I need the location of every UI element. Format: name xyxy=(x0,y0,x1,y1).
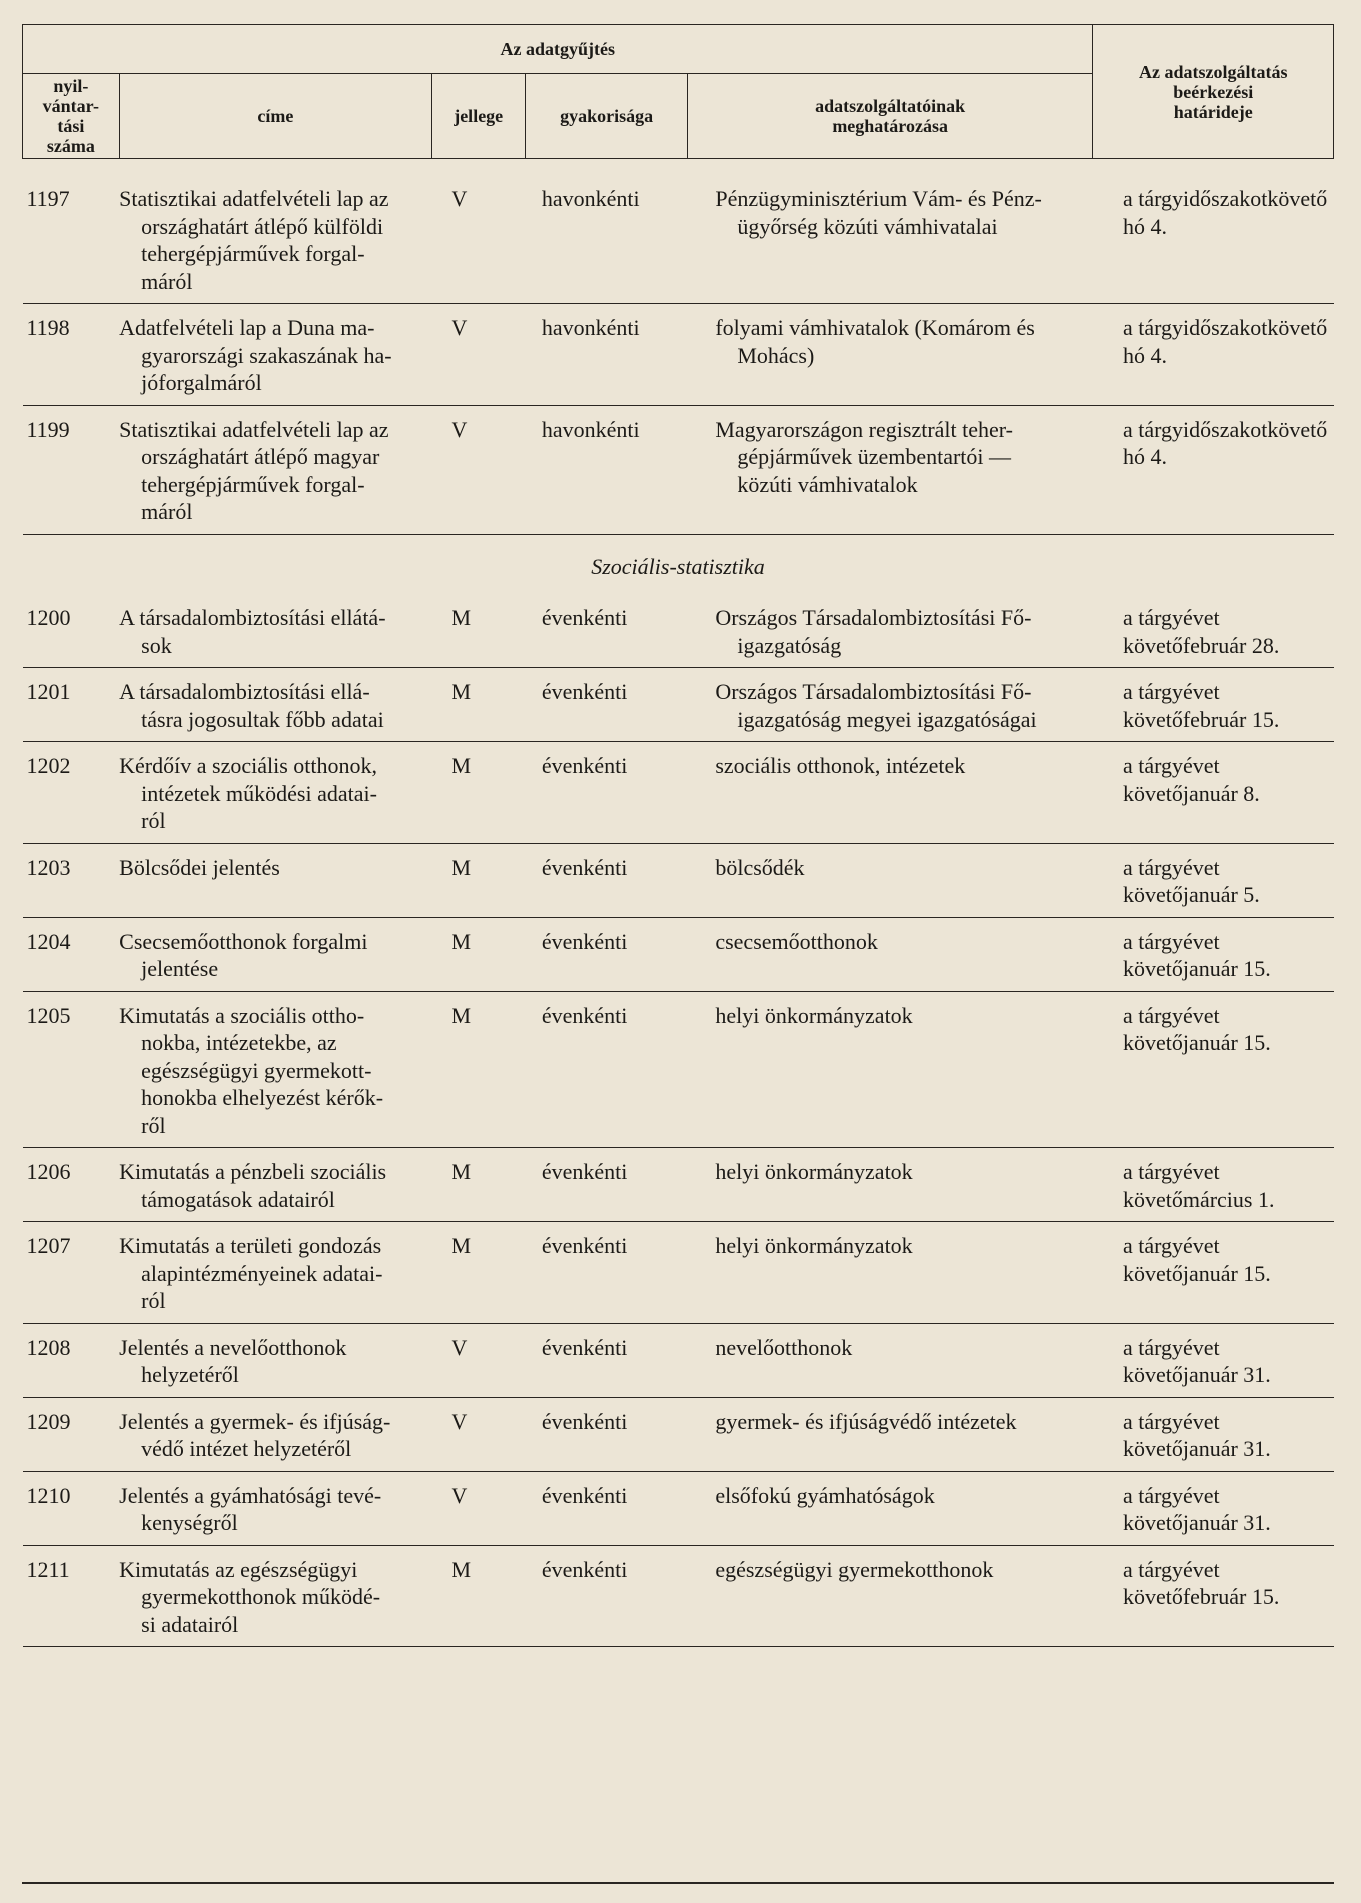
respondents xyxy=(687,991,1093,1148)
collection-title-line: Jelentés a nevelőotthonok xyxy=(119,1334,347,1360)
deadline xyxy=(1093,1471,1334,1545)
collection-title-line: máról xyxy=(141,268,193,294)
collection-title-line: jelentése xyxy=(141,956,219,981)
collection-title-line: Csecsemőotthonok forgalmi xyxy=(119,928,368,954)
collection-title-line: Statisztikai adatfelvételi lap az xyxy=(119,416,389,442)
bottom-rule xyxy=(22,1882,1334,1884)
table-row xyxy=(23,843,1334,917)
respondents xyxy=(687,742,1093,844)
collection-title-line: országhatárt átlépő magyar xyxy=(141,444,380,469)
section xyxy=(23,534,1334,594)
collection-frequency: évenkénti xyxy=(526,1397,688,1471)
collection-frequency: havonkénti xyxy=(526,304,688,406)
collection-title-line: honokba elhelyezést kérők- xyxy=(141,1085,384,1110)
col-nature-header: jellege xyxy=(432,74,526,159)
deadline xyxy=(1093,1222,1334,1324)
deadline-line: a tárgyévet követő xyxy=(1122,1334,1220,1387)
collection-title-line: gyarországi szakaszának ha- xyxy=(141,342,392,368)
collection-title-line: tehergépjárművek forgal- xyxy=(141,471,365,497)
table-header xyxy=(23,25,1334,176)
registry-number: 1205 xyxy=(23,991,120,1148)
deadline-line: január 15. xyxy=(1182,956,1271,981)
table-row xyxy=(23,1148,1334,1222)
rows-part1 xyxy=(23,175,1334,534)
deadline-line: a tárgyévet követő xyxy=(1122,1002,1220,1055)
collection-title-line: sok xyxy=(141,632,172,658)
collection-title xyxy=(119,668,431,742)
respondents-line: Pénzügyminisztérium Vám- és Pénz- xyxy=(715,186,1042,211)
respondents-line: igazgatóság megyei igazgatóságai xyxy=(737,706,1037,732)
section-title: Szociális-statisztika xyxy=(591,553,765,579)
collection-title-line: Jelentés a gyermek- és ifjúság- xyxy=(119,1408,391,1434)
registry-number: 1211 xyxy=(23,1545,120,1647)
registry-number: 1204 xyxy=(23,917,120,991)
deadline-line: a tárgyévet követő xyxy=(1122,1408,1220,1461)
respondents xyxy=(687,1222,1093,1324)
collection-nature: M xyxy=(432,991,526,1148)
collection-title-line: Kimutatás a pénzbeli szociális xyxy=(119,1159,387,1184)
deadline xyxy=(1093,1323,1334,1397)
collection-title-line: Kimutatás a szociális ottho- xyxy=(119,1002,365,1028)
deadline xyxy=(1093,917,1334,991)
collection-frequency: havonkénti xyxy=(526,405,688,534)
respondents xyxy=(687,668,1093,742)
collection-nature: V xyxy=(432,1397,526,1471)
collection-title-line: helyzetéről xyxy=(141,1362,239,1387)
collection-title-line: gyermekotthonok működé- xyxy=(141,1584,381,1609)
registry-number: 1203 xyxy=(23,843,120,917)
collection-title-line: védő intézet helyzetéről xyxy=(141,1436,352,1461)
collection-title-line: máról xyxy=(141,499,193,524)
deadline-line: a tárgyévet követő xyxy=(1122,928,1220,981)
collection-title-line: országhatárt átlépő külföldi xyxy=(141,213,384,239)
collection-frequency: évenkénti xyxy=(526,1222,688,1324)
col-frequency-header: gyakorisága xyxy=(526,74,688,159)
col-number-header: nyil- vántar- tási száma xyxy=(23,74,120,159)
respondents xyxy=(687,405,1093,534)
collection-title-line: egészségügyi gyermekott- xyxy=(141,1057,372,1083)
deadline-line: a tárgyévet követő xyxy=(1122,1482,1220,1535)
collection-nature: V xyxy=(432,1471,526,1545)
deadline-line: a tárgyévet követő xyxy=(1122,854,1220,907)
collection-title-line: ról xyxy=(141,808,166,833)
collection-nature: M xyxy=(432,1545,526,1647)
collection-title-line: támogatások adatairól xyxy=(141,1186,335,1212)
collection-nature: M xyxy=(432,594,526,668)
table-row xyxy=(23,742,1334,844)
registry-number: 1200 xyxy=(23,594,120,668)
collection-title xyxy=(119,742,431,844)
deadline xyxy=(1093,175,1334,304)
deadline-line: a tárgyévet követő xyxy=(1122,679,1220,732)
deadline xyxy=(1093,668,1334,742)
respondents-line: gyermek- és ifjúságvédő intézetek xyxy=(715,1408,1017,1434)
deadline xyxy=(1093,742,1334,844)
respondents xyxy=(687,304,1093,406)
collection-nature: M xyxy=(432,843,526,917)
deadline-line: a tárgyidőszakot xyxy=(1122,186,1268,211)
respondents-line: helyi önkormányzatok xyxy=(715,1159,913,1184)
collection-title xyxy=(119,1397,431,1471)
collection-frequency: havonkénti xyxy=(526,175,688,304)
collection-title xyxy=(119,1323,431,1397)
registry-number: 1207 xyxy=(23,1222,120,1324)
respondents xyxy=(687,917,1093,991)
registry-number: 1208 xyxy=(23,1323,120,1397)
col-respondents-header: adatszolgáltatóinak meghatározása xyxy=(687,74,1093,159)
page xyxy=(22,24,1334,1647)
respondents xyxy=(687,175,1093,304)
deadline xyxy=(1093,405,1334,534)
respondents-line: Országos Társadalombiztosítási Fő- xyxy=(715,679,1032,704)
respondents-line: egészségügyi gyermekotthonok xyxy=(715,1556,994,1582)
respondents-line: Országos Társadalombiztosítási Fő- xyxy=(715,605,1032,630)
collection-frequency: évenkénti xyxy=(526,1148,688,1222)
deadline-line: február 28. xyxy=(1182,632,1280,658)
respondents xyxy=(687,1545,1093,1647)
deadline-line: követő hó 4. xyxy=(1122,416,1328,469)
deadline xyxy=(1093,1397,1334,1471)
collection-title xyxy=(119,405,431,534)
collection-title-line: A társadalombiztosítási ellá- xyxy=(119,679,370,704)
respondents xyxy=(687,594,1093,668)
collection-title-line: Adatfelvételi lap a Duna ma- xyxy=(119,315,375,340)
registry-number: 1201 xyxy=(23,668,120,742)
deadline-line: január 15. xyxy=(1182,1030,1271,1055)
deadline xyxy=(1093,1148,1334,1222)
table-row xyxy=(23,1471,1334,1545)
table-row xyxy=(23,175,1334,304)
collection-title xyxy=(119,1545,431,1647)
collection-frequency: évenkénti xyxy=(526,1471,688,1545)
respondents-line: helyi önkormányzatok xyxy=(715,1233,913,1258)
group-title: Az adatgyűjtés xyxy=(23,25,1093,74)
deadline xyxy=(1093,1545,1334,1647)
deadline-line: március 1. xyxy=(1182,1186,1275,1212)
collection-nature: V xyxy=(432,175,526,304)
deadline-line: január 5. xyxy=(1182,882,1260,907)
deadline-line: január 8. xyxy=(1182,780,1260,806)
collection-title-line: tásra jogosultak főbb adatai xyxy=(141,706,384,732)
respondents-line: szociális otthonok, intézetek xyxy=(715,753,966,778)
respondents-line: bölcsődék xyxy=(715,854,805,880)
deadline-line: a tárgyidőszakot xyxy=(1122,416,1268,442)
table-row xyxy=(23,1397,1334,1471)
respondents-line: gépjárművek üzembentartói — xyxy=(737,444,1012,469)
deadline-line: február 15. xyxy=(1182,1584,1280,1609)
deadline-line: a tárgyévet követő xyxy=(1122,1159,1220,1212)
respondents xyxy=(687,1148,1093,1222)
collection-frequency: évenkénti xyxy=(526,843,688,917)
collection-title xyxy=(119,304,431,406)
deadline-line: követő hó 4. xyxy=(1122,315,1328,368)
collection-title-line: alapintézményeinek adatai- xyxy=(141,1260,383,1286)
deadline-line: február 15. xyxy=(1182,706,1280,732)
collection-nature: M xyxy=(432,917,526,991)
table-row xyxy=(23,405,1334,534)
registry-number: 1199 xyxy=(23,405,120,534)
deadline-line: a tárgyévet követő xyxy=(1122,753,1220,806)
deadline xyxy=(1093,304,1334,406)
table-row xyxy=(23,1323,1334,1397)
collection-frequency: évenkénti xyxy=(526,991,688,1148)
deadline-line: követő hó 4. xyxy=(1122,186,1328,239)
table-row xyxy=(23,304,1334,406)
collection-title xyxy=(119,1222,431,1324)
table-row xyxy=(23,1545,1334,1647)
respondents-line: igazgatóság xyxy=(737,632,842,658)
collection-title-line: Bölcsődei jelentés xyxy=(119,854,280,880)
collection-title xyxy=(119,594,431,668)
collection-frequency: évenkénti xyxy=(526,1545,688,1647)
deadline-line: a tárgyidőszakot xyxy=(1122,315,1268,340)
respondents-line: folyami vámhivatalok (Komárom és xyxy=(715,315,1035,340)
deadline-line: január 15. xyxy=(1182,1260,1271,1286)
col-title-header: címe xyxy=(119,74,431,159)
collection-title-line: A társadalombiztosítási ellátá- xyxy=(119,605,386,630)
table-row xyxy=(23,917,1334,991)
collection-title xyxy=(119,991,431,1148)
collection-nature: V xyxy=(432,1323,526,1397)
respondents-line: Mohács) xyxy=(737,342,815,368)
respondents xyxy=(687,1323,1093,1397)
deadline-line: január 31. xyxy=(1182,1436,1271,1461)
collection-title-line: Kimutatás a területi gondozás xyxy=(119,1233,382,1258)
deadline xyxy=(1093,843,1334,917)
respondents-line: közúti vámhivatalok xyxy=(737,471,918,497)
respondents-line: Magyarországon regisztrált teher- xyxy=(715,416,1013,442)
collection-title-line: Jelentés a gyámhatósági tevé- xyxy=(119,1482,382,1508)
collection-title-line: jóforgalmáról xyxy=(141,370,262,395)
deadline-line: a tárgyévet követő xyxy=(1122,1556,1220,1609)
collection-nature: M xyxy=(432,1222,526,1324)
collection-frequency: évenkénti xyxy=(526,1323,688,1397)
deadline-line: a tárgyévet követő xyxy=(1122,605,1220,658)
registry-number: 1198 xyxy=(23,304,120,406)
table-row xyxy=(23,668,1334,742)
collection-title-line: ről xyxy=(141,1112,166,1138)
respondents-line: elsőfokú gyámhatóságok xyxy=(715,1482,935,1508)
rows-part2 xyxy=(23,594,1334,1647)
collection-frequency: évenkénti xyxy=(526,742,688,844)
collection-title xyxy=(119,917,431,991)
col-deadline-header: Az adatszolgáltatás beérkezési határideje xyxy=(1093,25,1334,159)
respondents xyxy=(687,843,1093,917)
collection-title-line: si adatairól xyxy=(141,1611,239,1637)
collection-frequency: évenkénti xyxy=(526,594,688,668)
registry-number: 1210 xyxy=(23,1471,120,1545)
respondents-line: helyi önkormányzatok xyxy=(715,1002,913,1028)
collection-nature: M xyxy=(432,668,526,742)
collection-title-line: tehergépjárművek forgal- xyxy=(141,241,365,266)
registry-number: 1209 xyxy=(23,1397,120,1471)
collection-frequency: évenkénti xyxy=(526,668,688,742)
collection-nature: V xyxy=(432,304,526,406)
collection-nature: M xyxy=(432,742,526,844)
data-collection-table xyxy=(22,24,1334,1647)
registry-number: 1202 xyxy=(23,742,120,844)
respondents xyxy=(687,1397,1093,1471)
collection-nature: V xyxy=(432,405,526,534)
respondents xyxy=(687,1471,1093,1545)
collection-title xyxy=(119,843,431,917)
respondents-line: ügyőrség közúti vámhivatalai xyxy=(737,213,998,239)
collection-title xyxy=(119,175,431,304)
collection-title xyxy=(119,1471,431,1545)
collection-title-line: Kimutatás az egészségügyi xyxy=(119,1556,358,1582)
deadline-line: január 31. xyxy=(1182,1362,1271,1387)
deadline xyxy=(1093,991,1334,1148)
respondents-line: csecsemőotthonok xyxy=(715,928,878,954)
registry-number: 1206 xyxy=(23,1148,120,1222)
deadline-line: január 31. xyxy=(1182,1510,1271,1535)
table-row xyxy=(23,991,1334,1148)
respondents-line: nevelőotthonok xyxy=(715,1334,853,1360)
collection-title-line: Statisztikai adatfelvételi lap az xyxy=(119,186,389,211)
collection-title xyxy=(119,1148,431,1222)
collection-title-line: ról xyxy=(141,1288,166,1313)
deadline-line: a tárgyévet követő xyxy=(1122,1233,1220,1286)
collection-frequency: évenkénti xyxy=(526,917,688,991)
collection-nature: M xyxy=(432,1148,526,1222)
registry-number: 1197 xyxy=(23,175,120,304)
collection-title-line: kenységről xyxy=(141,1510,238,1535)
collection-title-line: intézetek működési adatai- xyxy=(141,780,377,806)
collection-title-line: Kérdőív a szociális otthonok, xyxy=(119,753,377,778)
table-row xyxy=(23,594,1334,668)
collection-title-line: nokba, intézetekbe, az xyxy=(141,1030,337,1055)
table-row xyxy=(23,1222,1334,1324)
deadline xyxy=(1093,594,1334,668)
